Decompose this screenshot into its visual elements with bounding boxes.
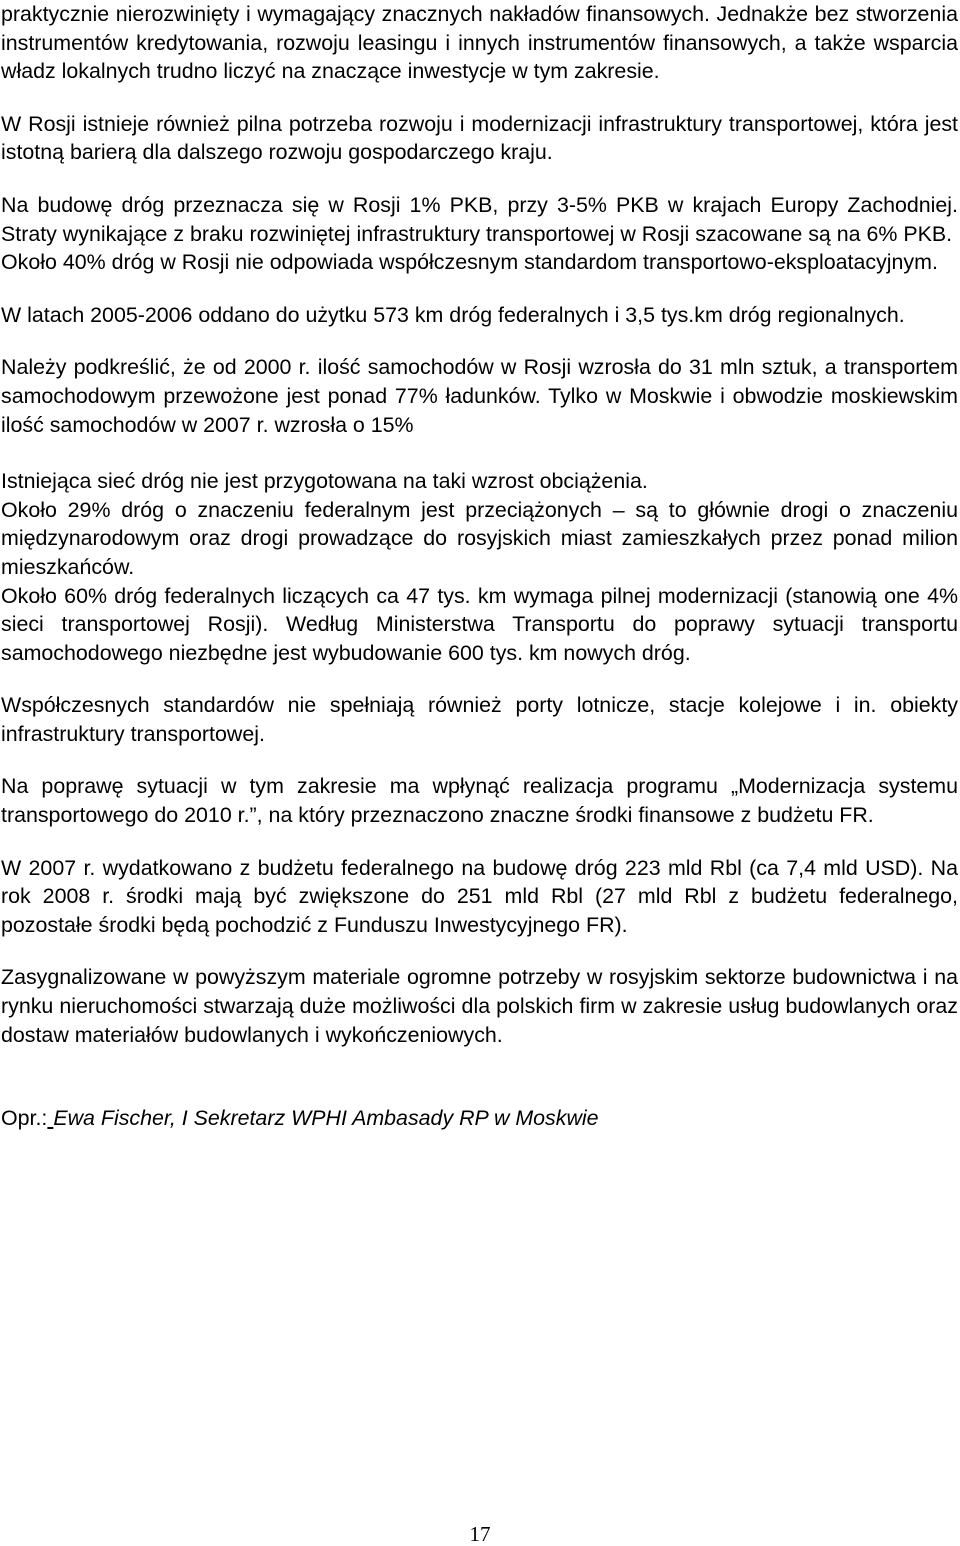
signature-name: Ewa Fischer, I Sekretarz WPHI Ambasady RP w Moskwie: [53, 1106, 599, 1131]
author-signature: [1, 1104, 958, 1133]
paragraph-network-unprepared: Istniejąca sieć dróg nie jest przygotowana na taki wzrost obciążenia.: [1, 469, 648, 494]
paragraph-road-standards: Około 40% dróg w Rosji nie odpowiada współczesnym standardom transportowo-eksploatacyjnym.: [1, 250, 938, 275]
signature-label: Opr.:: [1, 1106, 48, 1131]
paragraph-investment-financing: praktycznie nierozwinięty i wymagający znacznych nakładów finansowych. Jednakże bez stworzenia instrumentów kredytowania, rozwoju leasingu i innych instrumentów finansowych, a także wsparcia władz lokalnych trudno liczyć na znaczące inwestycje w tym zakresie.: [1, 2, 958, 84]
paragraph-road-spending: W 2007 r. wydatkowano z budżetu federalnego na budowę dróg 223 mld Rbl (ca 7,4 mld USD). Na rok 2008 r. środki mają być zwiększone do 251 mld Rbl (27 mld Rbl z budżetu federalnego, pozostałe środki będą pochodzić z Funduszu Inwestycyjnego FR).: [1, 855, 958, 937]
paragraph-opportunities: Zasygnalizowane w powyższym materiale ogromne potrzeby w rosyjskim sektorze budownictwa i na rynku nieruchomości stwarzają duże możliwości dla polskich firm w zakresie usług budowlanych oraz dostaw materiałów budowlanych i wykończeniowych.: [1, 965, 958, 1047]
paragraph-modernization-needs: Około 60% dróg federalnych liczących ca 47 tys. km wymaga pilnej modernizacji (stanowią one 4% sieci transportowej Rosji). Według Ministerstwa Transportu do poprawy sytuacji transportu samochodowego niezbędne jest wybudowanie 600 tys. km nowych dróg.: [1, 583, 958, 665]
paragraph-other-infrastructure: Współczesnych standardów nie spełniają również porty lotnicze, stacje kolejowe i in. obiekty infrastruktury transportowej.: [1, 693, 958, 746]
paragraph-car-growth: Należy podkreślić, że od 2000 r. ilość samochodów w Rosji wzrosła do 31 mln sztuk, a transportem samochodowym przewożone jest ponad 77% ładunków. Tylko w Moskwie i obwodzie moskiewskim ilość samochodów w 2007 r. wzrosła o 15%: [1, 355, 958, 437]
paragraph-overloaded-roads: Około 29% dróg o znaczeniu federalnym jest przeciążonych – są to głównie drogi o znaczeniu międzynarodowym oraz drogi prowadzące do rosyjskich miast zamieszkałych przez ponad milion mieszkańców.: [1, 497, 958, 579]
paragraph-modernization-program: Na poprawę sytuacji w tym zakresie ma wpłynąć realizacja programu „Modernizacja systemu transportowego do 2010 r.”, na który przeznaczono znaczne środki finansowe z budżetu FR.: [1, 774, 958, 828]
page-number: 17: [469, 1522, 491, 1546]
paragraph-road-budget: Na budowę dróg przeznacza się w Rosji 1% PKB, przy 3-5% PKB w krajach Europy Zachodniej. Straty wynikające z braku rozwiniętej infrastruktury transportowej w Rosji szacowane są na 6% PKB.: [1, 192, 958, 246]
document-body: [1, 0, 958, 1133]
paragraph-transport-infrastructure: W Rosji istnieje również pilna potrzeba rozwoju i modernizacji infrastruktury transportowej, która jest istotną barierą dla dalszego rozwoju gospodarczego kraju.: [1, 111, 958, 165]
paragraph-roads-commissioned: W latach 2005-2006 oddano do użytku 573 km dróg federalnych i 3,5 tys.km dróg regionalnych.: [1, 302, 905, 327]
